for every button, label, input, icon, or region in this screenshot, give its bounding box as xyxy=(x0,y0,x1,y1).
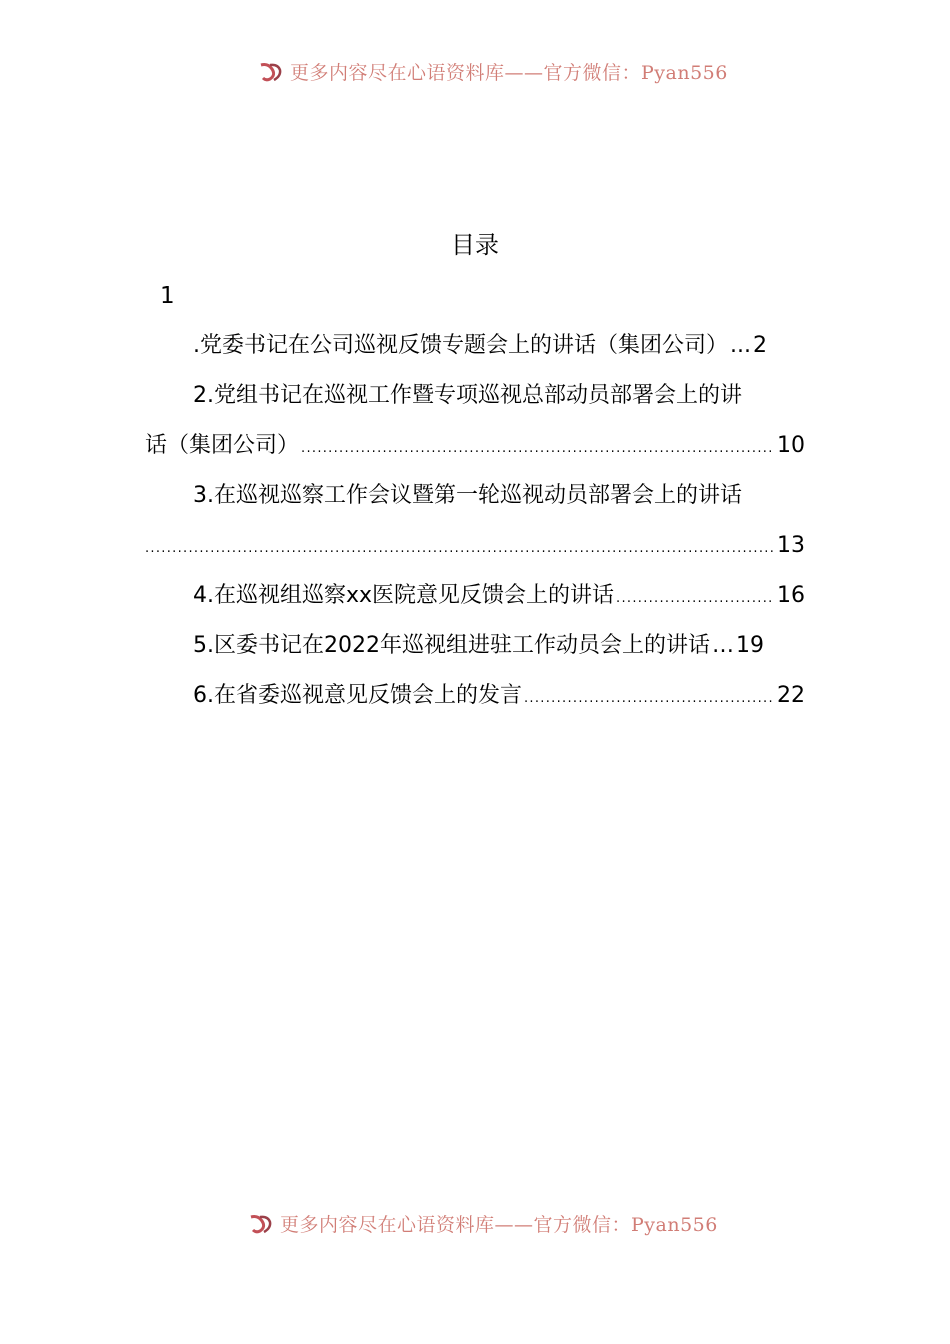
toc-entry-4[interactable] xyxy=(145,580,805,615)
logo-icon xyxy=(258,61,284,83)
toc-entry-3-continued[interactable] xyxy=(145,530,805,565)
watermark-text: 更多内容尽在心语资料库——官方微信：Pyan556 xyxy=(280,1214,718,1236)
toc-entry-6[interactable] xyxy=(145,680,805,715)
toc-entry-page: 10 xyxy=(777,433,805,458)
toc-entry-page: 19 xyxy=(735,633,764,658)
toc-entry-text: 3.在巡视巡察工作会议暨第一轮巡视动员部署会上的讲话 xyxy=(193,483,742,508)
toc-entry-text: 2.党组书记在巡视工作暨专项巡视总部动员部署会上的讲 xyxy=(193,383,742,408)
toc-dot-leader xyxy=(616,583,775,615)
toc-entry-page: 13 xyxy=(777,533,805,558)
toc-entry-text: 6.在省委巡视意见反馈会上的发言 xyxy=(193,683,522,708)
toc-entry-3[interactable] xyxy=(145,480,805,512)
toc-entry-ellipsis: … xyxy=(711,633,734,658)
toc-title: 目录 xyxy=(451,231,499,259)
toc-entry-5[interactable] xyxy=(145,630,805,662)
watermark-footer xyxy=(248,1210,718,1237)
toc-entry-text: .党委书记在公司巡视反馈专题会上的讲话（集团公司） xyxy=(193,333,728,358)
toc-entry-2[interactable] xyxy=(145,380,805,412)
toc-dot-leader xyxy=(301,433,775,465)
toc-entry-continuation: 话（集团公司） xyxy=(145,433,300,458)
logo-icon xyxy=(248,1213,274,1235)
watermark-header xyxy=(258,58,728,85)
toc-entry-page: 2 xyxy=(752,333,767,358)
toc-entry-text: 4.在巡视组巡察xx医院意见反馈会上的讲话 xyxy=(193,583,615,608)
toc-entry-text: 5.区委书记在2022年巡视组进驻工作动员会上的讲话 xyxy=(193,633,710,658)
toc-first-number: 1 xyxy=(160,283,175,309)
toc-entry-page: 22 xyxy=(777,683,805,708)
watermark-text: 更多内容尽在心语资料库——官方微信：Pyan556 xyxy=(290,62,728,84)
toc-dot-leader xyxy=(524,683,775,715)
toc-dot-leader xyxy=(145,533,775,565)
toc-entry-ellipsis: ... xyxy=(730,333,751,358)
toc-entry-page: 16 xyxy=(777,583,805,608)
toc-entry-1[interactable] xyxy=(145,330,805,362)
toc-entry-2-continued[interactable] xyxy=(145,430,805,465)
